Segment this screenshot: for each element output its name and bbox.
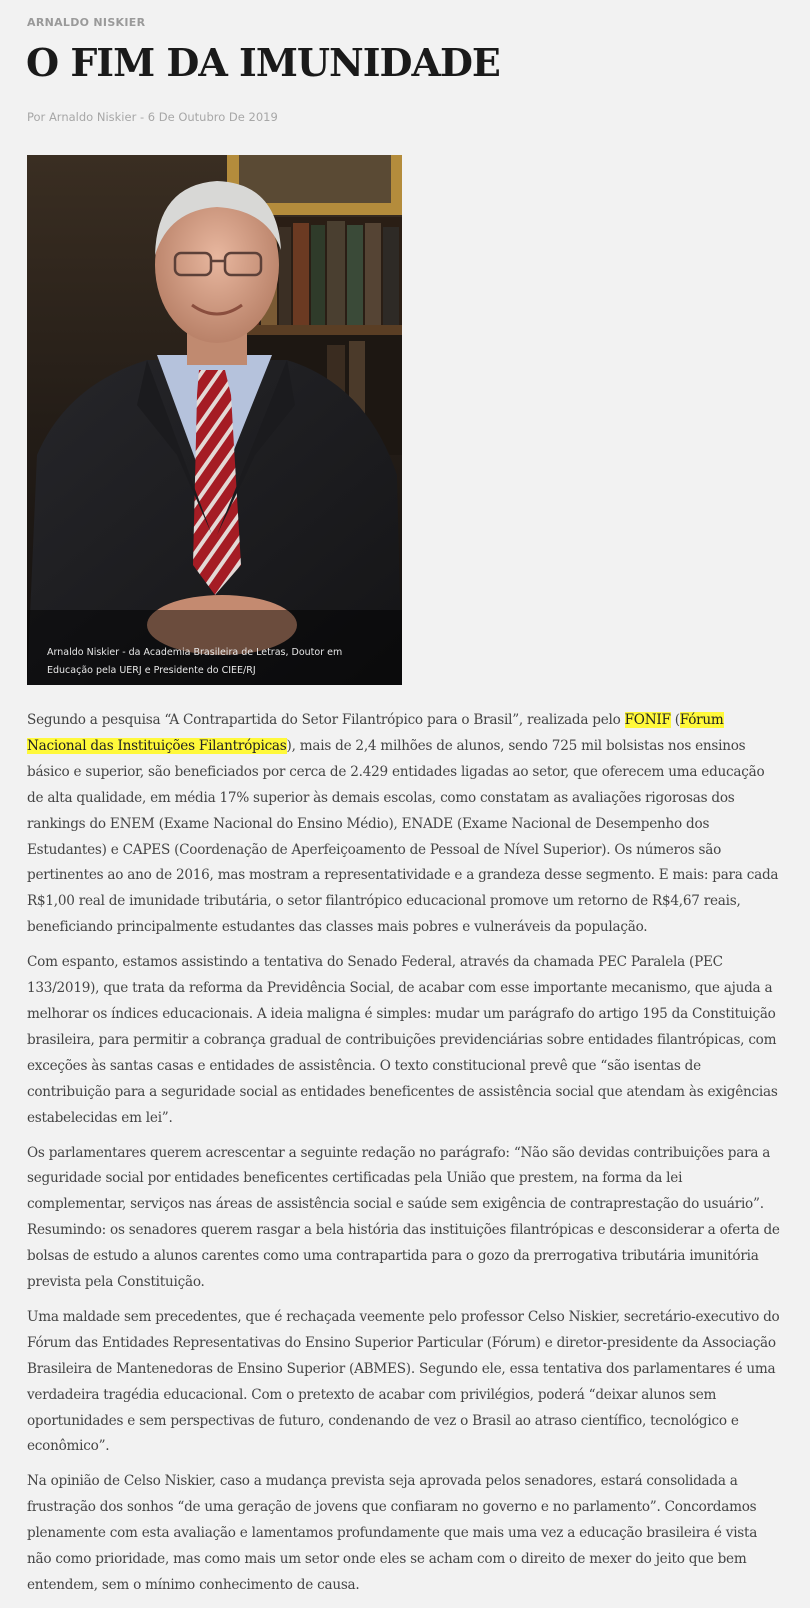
paragraph-1 (27, 708, 782, 941)
paragraph-2: Com espanto, estamos assistindo a tentativa do Senado Federal, através da chamada PEC Paralela (PEC 133/2019), que trata da reforma da Previdência Social, de acabar com esse importante mecanismo, que ajuda a melhorar os índices educacionais. A ideia maligna é simples: mudar um parágrafo do artigo 195 da Constituição brasileira, para permitir a cobrança gradual de contribuições previdenciárias sobre entidades filantrópicas, com exceções às santas casas e entidades de assistência. O texto constitucional prevê que “são isentas de contribuição para a seguridade social as entidades beneficentes de assistência social que atendam às exigências estabelecidas em lei”. (27, 954, 778, 1126)
paragraph-4: Uma maldade sem precedentes, que é rechaçada veemente pelo professor Celso Niskier, secretário-executivo do Fórum das Entidades Representativas do Ensino Superior Particular (Fórum) e diretor-presidente da Associação Brasileira de Mantenedoras de Ensino Superior (ABMES). Segundo ele, essa tentativa dos parlamentares é uma verdadeira tragédia educacional. Com o pretexto de acabar com privilégios, poderá “deixar alunos sem oportunidades e sem perspectivas de futuro, condenando de vez o Brasil ao atraso científico, tecnológico e econômico”. (27, 1308, 780, 1455)
author-portrait-image (27, 155, 402, 685)
paragraph-1-paren: ( (670, 712, 680, 728)
paragraph-3: Os parlamentares querem acrescentar a seguinte redação no parágrafo: “Não são devidas contribuições para a seguridade social por entidades beneficentes certificadas pela União que prestem, na forma da lei complementar, serviços nas áreas de assistência social e saúde sem exigência de contraprestação do usuário”. Resumindo: os senadores querem rasgar a bela história das instituições filantrópicas e desconsiderar a oferta de bolsas de estudo a alunos carentes como uma contrapartida para o gozo da prerrogativa tributária imunitória prevista pela Constituição. (27, 1144, 780, 1291)
photo-caption: Arnaldo Niskier - da Academia Brasileira de Letras, Doutor em Educação pela UERJ e Presidente do CIEE/RJ (47, 647, 343, 676)
paragraph-1-text-end: ), mais de 2,4 milhões de alunos, sendo 725 mil bolsistas nos ensinos básico e superior, são beneficiados por cerca de 2.429 entidades ligadas ao setor, que oferecem uma educação de alta qualidade, em média 17% superior às demais escolas, como constatam as avaliações rigorosas dos rankings do ENEM (Exame Nacional do Ensino Médio), ENADE (Exame Nacional de Desempenho dos Estudantes) e CAPES (Coordenação de Aperfeiçoamento de Pessoal de Nível Superior). Os números são pertinentes ao ano de 2016, mas mostram a representatividade e a grandeza desse segmento. E mais: para cada R$1,00 real de imunidade tributária, o setor filantrópico educacional promove um retorno de R$4,67 reais, beneficiando principalmente estudantes das classes mais pobres e vulneráveis da população. (27, 737, 779, 936)
fonif-link[interactable]: FONIF (624, 712, 671, 728)
article-body (27, 708, 782, 1608)
paragraph-1-text-start: Segundo a pesquisa “A Contrapartida do Setor Filantrópico para o Brasil”, realizada pelo (27, 712, 625, 728)
article-byline: Por Arnaldo Niskier - 6 De Outubro De 2019 (27, 110, 278, 124)
article-title: O FIM DA IMUNIDADE (26, 40, 500, 85)
category-label[interactable]: ARNALDO NISKIER (27, 16, 146, 29)
author-photo (27, 155, 402, 685)
paragraph-5: Na opinião de Celso Niskier, caso a mudança prevista seja aprovada pelos senadores, estará consolidada a frustração dos sonhos “de uma geração de jovens que confiaram no governo e no parlamento”. Concordamos plenamente com esta avaliação e lamentamos profundamente que mais uma vez a educação brasileira é vista não como prioridade, mas como mais um setor onde eles se acham com o direito de mexer do jeito que bem entendem, sem o mínimo conhecimento de causa. (27, 1473, 758, 1593)
forum-nacional-link[interactable]: Fórum Nacional das Instituições Filantrópicas (27, 712, 724, 754)
